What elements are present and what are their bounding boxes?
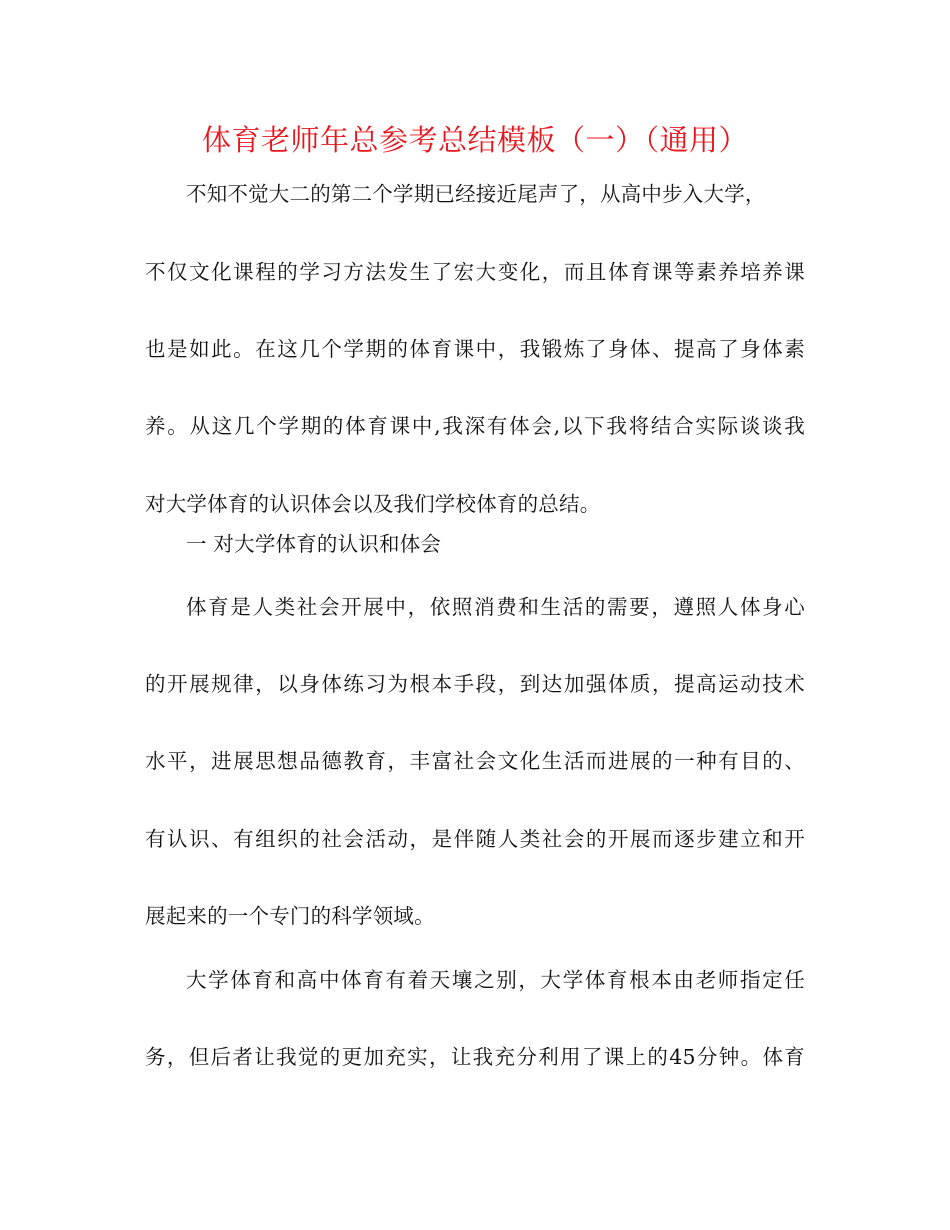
- paragraph-line: 养。从这几个学期的体育课中,我深有体会,以下我将结合实际谈谈我: [145, 414, 805, 438]
- paragraph-line: 不知不觉大二的第二个学期已经接近尾声了，从高中步入大学，: [186, 182, 766, 206]
- paragraph-line: 有认识、有组织的社会活动，是伴随人类社会的开展而逐步建立和开: [145, 827, 805, 851]
- paragraph-line: 体育是人类社会开展中，依照消费和生活的需要，遵照人体身心: [186, 595, 805, 619]
- document-title: 体育老师年总参考总结模板（一）（通用）: [201, 123, 748, 157]
- paragraph-line: 展起来的一个专门的科学领域。: [145, 904, 435, 928]
- paragraph-line: 的开展规律，以身体练习为根本手段，到达加强体质，提高运动技术: [145, 672, 805, 696]
- paragraph-line: 大学体育和高中体育有着天壤之别，大学体育根本由老师指定任: [186, 968, 805, 992]
- paragraph-line: 不仅文化课程的学习方法发生了宏大变化，而且体育课等素养培养课: [145, 260, 805, 284]
- section-heading: 一 对大学体育的认识和体会: [186, 532, 442, 556]
- paragraph-line: 也是如此。在这几个学期的体育课中，我锻炼了身体、提高了身体素: [145, 337, 805, 361]
- paragraph-line: 对大学体育的认识体会以及我们学校体育的总结。: [145, 492, 601, 516]
- paragraph-line: 务，但后者让我觉的更加充实，让我充分利用了课上的45分钟。体育: [145, 1045, 805, 1069]
- paragraph-line: 水平，进展思想品德教育，丰富社会文化生活而进展的一种有目的、: [145, 749, 805, 773]
